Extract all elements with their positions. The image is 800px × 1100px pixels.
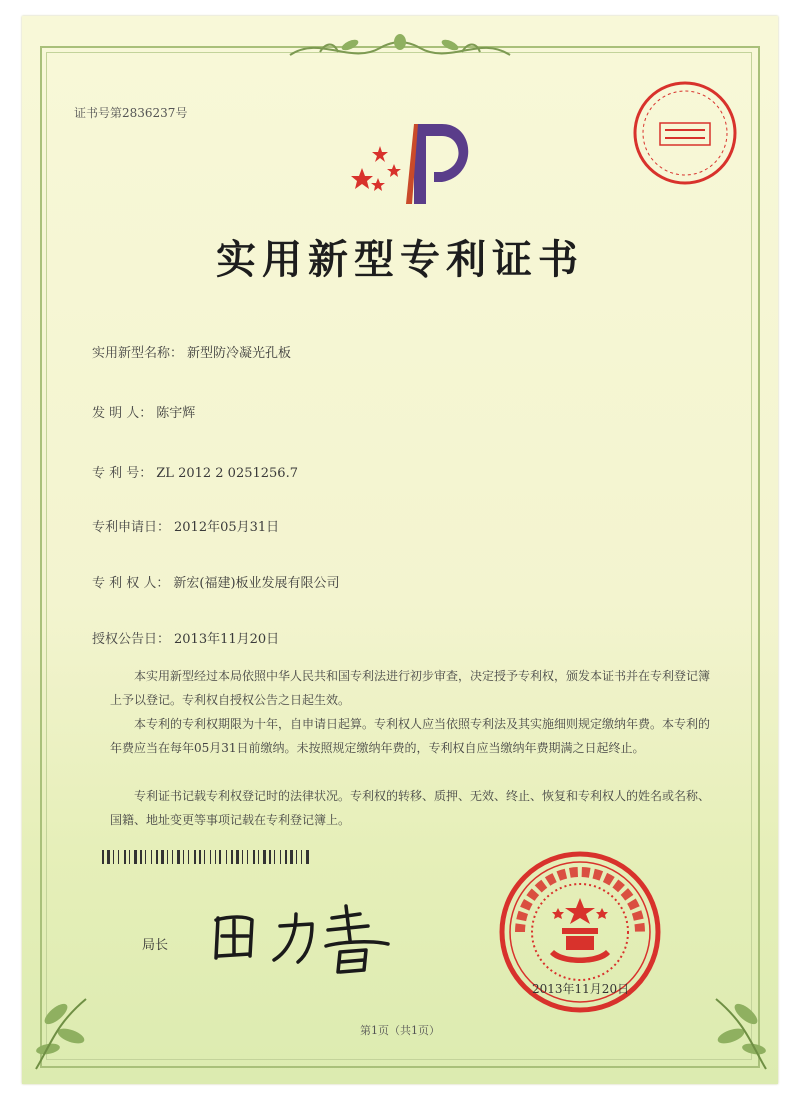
- barcode-icon: [102, 850, 312, 864]
- grant-date-field: [92, 628, 279, 647]
- signature-label: 局长: [142, 938, 169, 953]
- body-paragraph-1: 本实用新型经过本局依照中华人民共和国专利法进行初步审查，决定授予专利权，颁发本证书并在专利登记簿上予以登记。专利权自授权公告之日起生效。: [110, 669, 711, 707]
- certificate-page: [22, 16, 778, 1084]
- body-paragraph-2: 本专利的专利权期限为十年，自申请日起算。专利权人应当依照专利法及其实施细则规定缴纳年费。本专利的年费应当在每年05月31日前缴纳。未按照规定缴纳年费的，专利权自应当缴纳年费期满之日起终止。: [110, 717, 711, 755]
- field-value: 陈宇辉: [156, 406, 196, 421]
- field-label: 专 利 号：: [92, 466, 153, 481]
- body-paragraph-3: 专利证书记载专利权登记时的法律状况。专利权的转移、质押、无效、终止、恢复和专利权人的姓名或名称、国籍、地址变更等事项记载在专利登记簿上。: [110, 789, 711, 827]
- patentee-field: [92, 572, 340, 591]
- field-value: 2013年11月20日: [174, 632, 280, 647]
- field-label: 专 利 权 人：: [92, 576, 170, 591]
- seal-date: 2013年11月20日: [532, 982, 630, 996]
- field-value: 新型防冷凝光孔板: [187, 346, 292, 361]
- inventor-field: [92, 402, 195, 421]
- patent-number-field: [92, 462, 298, 481]
- national-seal-icon: [480, 846, 680, 1026]
- field-label: 实用新型名称：: [92, 346, 184, 361]
- registration-stamp-icon: [630, 78, 740, 188]
- page-number: 第1页（共1页）: [360, 1024, 440, 1037]
- certificate-title: 实用新型专利证书: [216, 236, 584, 283]
- field-label: 发 明 人：: [92, 406, 153, 421]
- top-ornament-icon: [280, 30, 520, 70]
- field-label: 授权公告日：: [92, 632, 171, 647]
- director-signature-icon: [200, 896, 400, 976]
- field-value: 新宏(福建)板业发展有限公司: [173, 576, 340, 591]
- field-value: 2012年05月31日: [174, 520, 280, 535]
- field-label: 专利申请日：: [92, 520, 171, 535]
- serial-number: 证书号第2836237号: [74, 106, 188, 120]
- application-date-field: [92, 516, 279, 535]
- utility-model-name-field: [92, 342, 291, 361]
- field-value: ZL 2012 2 0251256.7: [156, 466, 298, 481]
- patent-office-logo-icon: [342, 116, 482, 206]
